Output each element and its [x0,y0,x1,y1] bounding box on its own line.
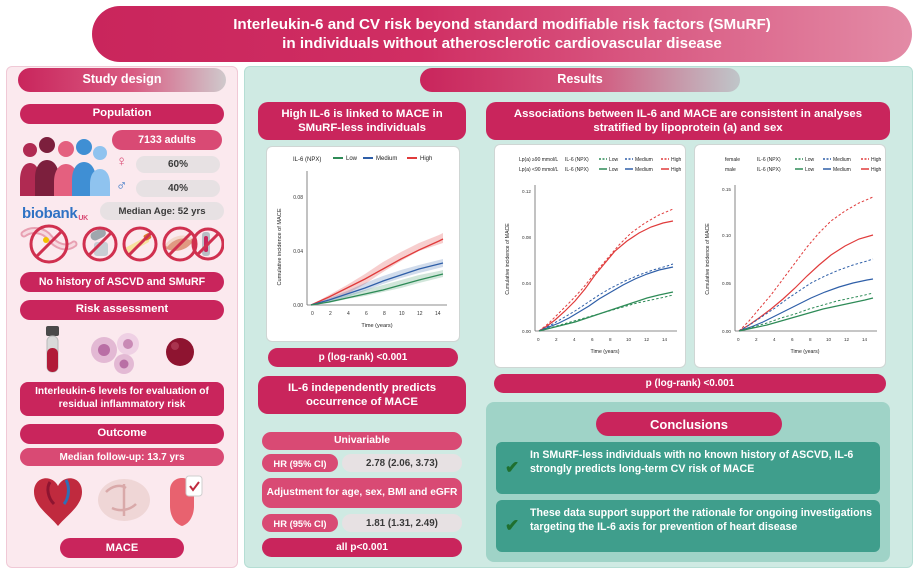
page-title [92,6,912,62]
svg-text:4: 4 [573,337,576,342]
svg-text:0.04: 0.04 [522,281,531,286]
svg-text:0.08: 0.08 [522,235,531,240]
svg-text:2: 2 [555,337,558,342]
svg-text:Cumulative incidence of MACE: Cumulative incidence of MACE [505,223,511,295]
svg-text:Low: Low [805,167,815,173]
svg-text:0.00: 0.00 [522,329,531,334]
svg-text:Medium: Medium [376,156,398,162]
svg-text:IL-6 (NPX): IL-6 (NPX) [565,157,589,163]
svg-text:6: 6 [591,337,594,342]
svg-text:Low: Low [609,157,619,163]
svg-text:4: 4 [773,337,776,342]
hr-univariable-row [262,454,462,472]
page-title-line2: in individuals without atherosclerotic cardiovascular disease [282,35,722,52]
page-title-line1: Interleukin-6 and CV risk beyond standard modifiable risk factors (SMuRF) [233,15,771,33]
uk-biobank-logo [22,198,98,222]
all-p-value: all p<0.001 [262,538,462,557]
results-header: Results [420,68,740,92]
peripheral-artery-icon [170,476,202,526]
svg-text:10: 10 [399,311,405,317]
conclusion-item-2 [496,500,880,552]
svg-text:0.04: 0.04 [293,249,303,255]
univariable-header: Univariable [262,432,462,450]
hr-value-adjusted: 1.81 (1.31, 2.49) [342,514,462,532]
check-icon: ✔ [505,457,520,477]
study-design-header: Study design [18,68,226,92]
svg-text:0.10: 0.10 [722,233,731,238]
conclusion-item-1-text: In SMuRF-less individuals with no known history of ASCVD, IL-6 strongly predicts long-term CV risk of MACE [530,449,854,475]
svg-text:2: 2 [755,337,758,342]
outcome-icons [20,470,224,532]
population-people-icon [16,128,112,202]
svg-text:High: High [871,157,882,163]
cells-icon [91,333,139,374]
risk-assessment-header: Risk assessment [20,300,224,320]
svg-text:IL-6 (NPX): IL-6 (NPX) [757,167,781,173]
p-logrank-right: p (log-rank) <0.001 [494,374,886,393]
svg-text:6: 6 [365,311,368,317]
svg-text:Medium: Medium [833,167,851,173]
svg-text:14: 14 [862,337,868,342]
conclusion-item-2-text: These data support support the rationale for ongoing investigations targeting the IL-6 axis for prevention of heart disease [530,507,872,533]
female-symbol-icon: ♀ [116,153,128,170]
results-left-header-2: IL-6 independently predicts occurrence of MACE [258,376,466,414]
svg-text:female: female [725,157,741,163]
svg-text:Medium: Medium [635,157,653,163]
km-curve-main-chart [266,146,460,342]
svg-text:12: 12 [417,311,423,317]
svg-text:Low: Low [609,167,619,173]
svg-text:Medium: Medium [833,157,851,163]
svg-text:0.15: 0.15 [722,187,731,192]
svg-text:IL-6 (NPX): IL-6 (NPX) [565,167,589,173]
svg-text:IL-6 (NPX): IL-6 (NPX) [293,157,322,163]
hr-label-univariable: HR (95% CI) [262,454,338,472]
svg-text:6: 6 [791,337,794,342]
svg-text:0.08: 0.08 [293,195,303,201]
population-header: Population [20,104,224,124]
heart-icon [34,478,82,526]
svg-text:14: 14 [662,337,668,342]
adjustment-header: Adjustment for age, sex, BMI and eGFR [262,478,462,508]
svg-text:Time (years): Time (years) [361,323,393,329]
conclusion-item-1 [496,442,880,494]
svg-text:12: 12 [844,337,850,342]
hr-label-adjusted: HR (95% CI) [262,514,338,532]
svg-text:0.00: 0.00 [293,303,303,309]
svg-text:0.00: 0.00 [722,329,731,334]
female-percent: 60% [136,156,220,173]
biobank-logo-text: biobank [22,205,78,222]
svg-text:0.05: 0.05 [722,281,731,286]
svg-text:10: 10 [826,337,832,342]
p-logrank-left: p (log-rank) <0.001 [268,348,458,367]
svg-text:12: 12 [644,337,650,342]
svg-text:Time (years): Time (years) [590,349,620,355]
blood-drop-icon [166,338,194,366]
conclusions-header: Conclusions [596,412,782,436]
biobank-logo-sup: UK [78,215,88,222]
male-symbol-icon: ♂ [116,177,128,194]
hr-value-univariable: 2.78 (2.06, 3.73) [342,454,462,472]
svg-text:Lp(a) <90 mmol/L: Lp(a) <90 mmol/L [519,167,559,173]
svg-text:8: 8 [609,337,612,342]
km-curve-sex-chart [694,144,886,368]
svg-text:Cumulative incidence of MACE: Cumulative incidence of MACE [277,208,283,286]
svg-text:High: High [420,156,433,162]
svg-text:2: 2 [329,311,332,317]
km-curve-lpa-chart [494,144,686,368]
outcome-header: Outcome [20,424,224,444]
svg-text:0: 0 [737,337,740,342]
no-history-label: No history of ASCVD and SMuRF [20,272,224,292]
svg-text:High: High [671,167,682,173]
brain-icon [98,479,150,521]
svg-text:0: 0 [537,337,540,342]
svg-text:0: 0 [311,311,314,317]
median-followup: Median follow-up: 13.7 yrs [20,448,224,466]
population-count: 7133 adults [112,130,222,150]
mace-label: MACE [60,538,184,558]
svg-text:Time (years): Time (years) [790,349,820,355]
svg-text:IL-6 (NPX): IL-6 (NPX) [757,157,781,163]
hr-adjusted-row [262,514,462,532]
median-age: Median Age: 52 yrs [100,202,224,220]
svg-text:8: 8 [383,311,386,317]
svg-text:0.12: 0.12 [522,189,531,194]
svg-text:Cumulative incidence of MACE: Cumulative incidence of MACE [705,223,711,295]
risk-assessment-icons [20,324,224,380]
check-icon: ✔ [505,515,520,535]
il6-evaluation-statement: Interleukin-6 levels for evaluation of residual inflammatory risk [20,382,224,416]
svg-text:14: 14 [435,311,441,317]
male-percent: 40% [136,180,220,197]
svg-text:male: male [725,167,736,173]
svg-text:4: 4 [347,311,350,317]
svg-text:10: 10 [626,337,632,342]
svg-text:Low: Low [346,156,358,162]
results-right-header: Associations between IL-6 and MACE are consistent in analyses stratified by lipoprotein (a) and sex [486,102,890,140]
svg-text:8: 8 [809,337,812,342]
excluded-risk-factors-icons [16,222,224,266]
svg-text:Medium: Medium [635,167,653,173]
results-left-header: High IL-6 is linked to MACE in SMuRF-less individuals [258,102,466,140]
svg-text:Low: Low [805,157,815,163]
svg-text:High: High [871,167,882,173]
blood-tube-icon [46,326,59,372]
svg-text:Lp(a) ≥90 mmol/L: Lp(a) ≥90 mmol/L [519,157,559,163]
svg-text:High: High [671,157,682,163]
